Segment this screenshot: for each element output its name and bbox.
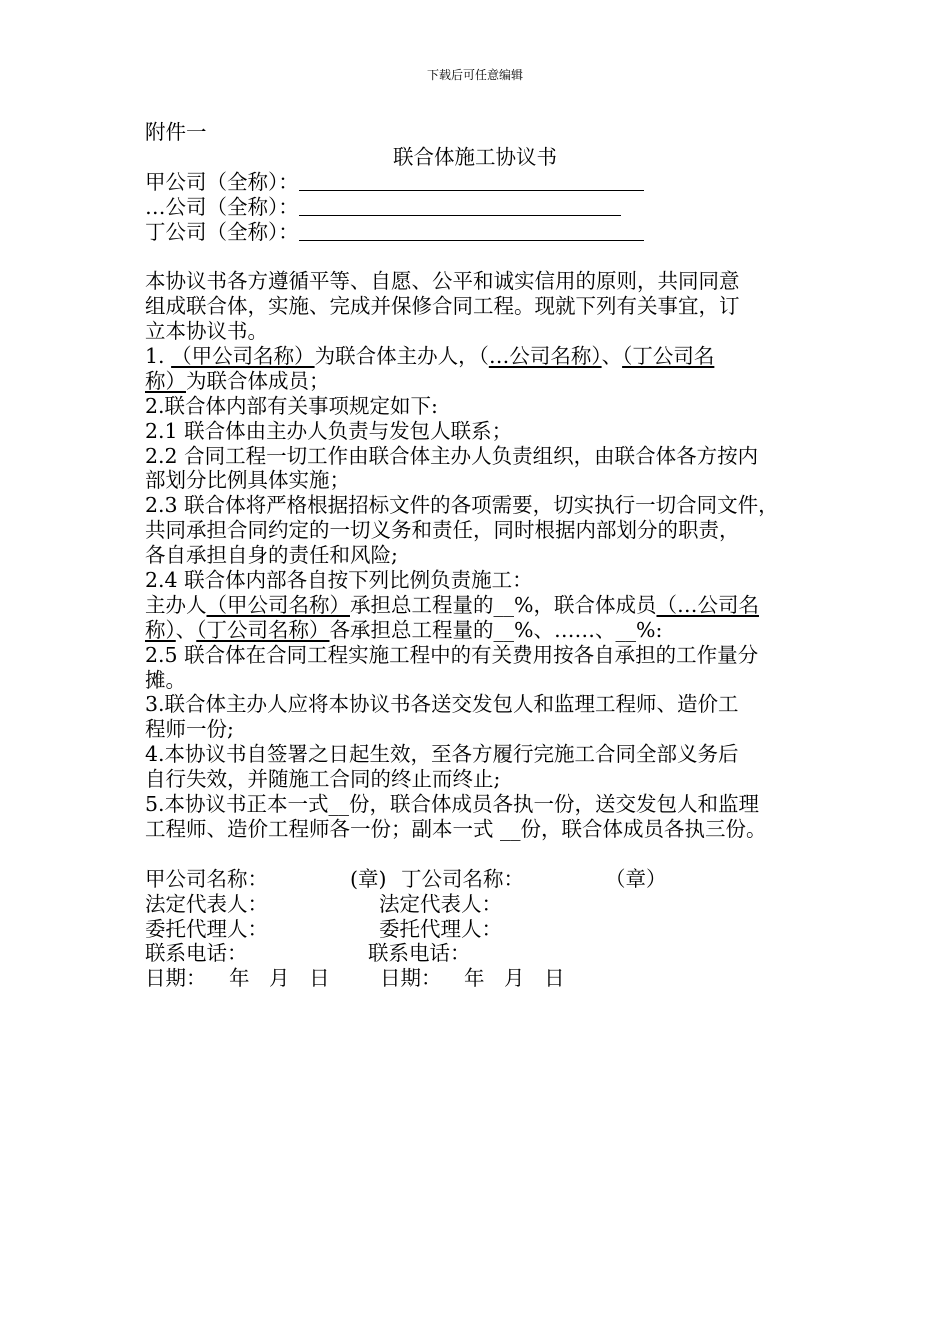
clause-4: 自行失效，并随施工合同的终止而终止; (145, 767, 501, 792)
agreement-document (145, 120, 825, 991)
clause-2-3: 各自承担自身的责任和风险; (145, 543, 398, 568)
clause-2-4-text: 承担总工程量的__%，联合体成员 (350, 592, 657, 617)
party-d-line (145, 220, 825, 245)
party-a-agent-label: 委托代理人： (145, 916, 268, 941)
clause-4: 4.本协议书自签署之日起生效，至各方履行完施工合同全部义务后 (145, 742, 739, 767)
party-a-seal: (章) (350, 866, 387, 891)
clause-2-4-text: 主办人 (145, 592, 207, 617)
clause-2-5: 摊。 (145, 667, 186, 692)
intro-line: 立本协议书。 (145, 319, 268, 344)
attachment-label: 附件一 (145, 120, 207, 144)
party-d-seal: （章） (605, 866, 667, 891)
clause-2-4-party-d: （丁公司名称） (196, 617, 330, 642)
party-d-phone-label: 联系电话： (368, 941, 471, 966)
clause-1-text-end: 为联合体成员； (186, 368, 330, 393)
intro-line: 组成联合体，实施、完成并保修合同工程。现就下列有关事宜，订 (145, 294, 740, 319)
clause-2-4-sep: 、 (175, 617, 197, 642)
clause-2-2: 2.2 合同工程一切工作由联合体主办人负责组织，由联合体各方按内 (145, 443, 759, 468)
clause-2-4-party-b: （…公司名 (656, 592, 759, 617)
clause-2-3: 共同承担合同约定的一切义务和责任，同时根据内部划分的职责， (145, 518, 740, 543)
intro-line: 本协议书各方遵循平等、自愿、公平和诚实信用的原则，共同同意 (145, 269, 740, 294)
clause-2-4-party-a: （甲公司名称） (206, 592, 350, 617)
signature-block (145, 867, 825, 991)
clause-3: 3.联合体主办人应将本协议书各送交发包人和监理工程师、造价工 (145, 692, 739, 717)
party-d-label: 丁公司（全称）： (145, 219, 299, 244)
clause-2-4: 2.4 联合体内部各自按下列比例负责施工： (145, 568, 533, 593)
clause-2-5: 2.5 联合体在合同工程实施工程中的有关费用按各自承担的工作量分 (145, 642, 759, 667)
clause-2-1: 2.1 联合体由主办人负责与发包人联系； (145, 418, 513, 443)
clause-1-party-d: （丁公司名 (622, 344, 715, 369)
document-title: 联合体施工协议书 (393, 144, 557, 169)
clause-3: 程师一份; (145, 717, 234, 742)
clause-2-4-detail-line (145, 593, 825, 618)
clause-2-2: 部划分比例具体实施； (145, 468, 350, 493)
clause-1-text: 为联合体主办人，（ (314, 344, 489, 369)
clause-1-sep: 、 (601, 344, 623, 369)
party-d-date-value: 年 月 日 (464, 966, 565, 991)
party-a-name-label: 甲公司名称： (145, 866, 268, 891)
party-d-agent-label: 委托代理人： (379, 916, 502, 941)
clause-2-3: 2.3 联合体将严格根据招标文件的各项需要，切实执行一切合同文件， (145, 493, 779, 518)
clause-1-party-d-end: 称） (145, 368, 186, 393)
party-d-name-label: 丁公司名称： (401, 866, 524, 891)
signature-row-company (145, 867, 825, 892)
party-a-phone-label: 联系电话： (145, 941, 248, 966)
signature-row-legal-rep (145, 892, 825, 917)
spacer (145, 244, 825, 269)
party-a-legal-rep-label: 法定代表人： (145, 891, 268, 916)
party-b-fill-field[interactable] (299, 195, 621, 216)
clause-5: 5.本协议书正本一式__份，联合体成员各执一份，送交发包人和监理 (145, 792, 760, 817)
party-a-date-label: 日期： (145, 966, 207, 991)
clause-1-number: 1. (145, 344, 165, 369)
party-b-label: …公司（全称）： (145, 194, 299, 219)
clause-2-4-text-end: 各承担总工程量的__%、……、__%: (329, 617, 663, 642)
party-b-line (145, 195, 825, 220)
signature-row-agent (145, 917, 825, 942)
party-d-fill-field[interactable] (299, 220, 644, 241)
clause-1-party-b: …公司名称） (488, 344, 602, 369)
spacer (145, 842, 825, 867)
clause-1-line (145, 344, 825, 369)
page-header: 下载后可任意编辑 (426, 68, 523, 82)
party-d-legal-rep-label: 法定代表人： (379, 891, 502, 916)
clause-2-4-party-b-end: 称） (145, 617, 176, 642)
party-d-date-label: 日期： (380, 966, 442, 991)
clause-5: 工程师、造价工程师各一份；副本一式 __份，联合体成员各执三份。 (145, 816, 767, 841)
party-a-line (145, 170, 825, 195)
signature-row-date (145, 966, 825, 991)
party-a-fill-field[interactable] (299, 170, 644, 191)
clause-1-party-a: （甲公司名称） (171, 344, 315, 369)
party-a-label: 甲公司（全称）： (145, 169, 299, 194)
clause-2: 2.联合体内部有关事项规定如下: (145, 393, 438, 418)
clause-1-line-2 (145, 369, 825, 394)
signature-row-phone (145, 941, 825, 966)
clause-2-4-detail-line-2 (145, 618, 825, 643)
party-a-date-value: 年 月 日 (229, 966, 330, 991)
